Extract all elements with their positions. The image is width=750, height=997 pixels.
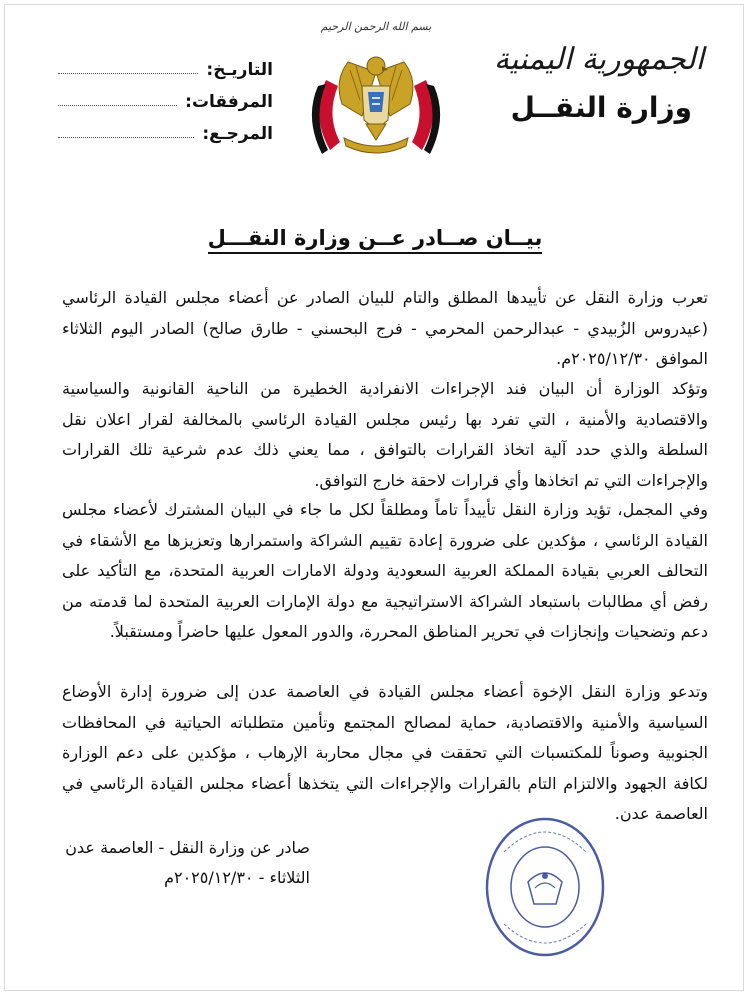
statement-title-text: بيــان صــادر عــن وزارة النقـــل <box>208 226 543 254</box>
basmala-text: بسم الله الرحمن الرحيم <box>320 20 432 33</box>
stamp-seal-icon <box>480 812 610 962</box>
date-label: التاريـخ: <box>206 60 273 80</box>
letterhead-meta <box>58 48 273 144</box>
paragraph-3: وفي المجمل، تؤيد وزارة النقل تأييداً تاماً ومطلقاً لكل ما جاء في البيان المشترك لأعضاء مجلس القيادة الرئاسي ، مؤكدين على ضرورة إعادة تقييم الشراكة واستمرارها وتعزيزها مع الأشقاء في التحالف العربي بقيادة المملكة العربية السعودية ودولة الامارات العربية المتحدة، مع التأكيد على رفض أي مطالبات باستبعاد الشراكة الاستراتيجية مع دولة الإمارات العربية المتحدة لما قدمته من دعم وتضحيات وإنجازات في تحرير المناطق المحررة، والدور المعول عليها حاضراً ومستقبلاً. <box>62 500 708 641</box>
reference-field <box>58 112 273 144</box>
date-field <box>58 48 273 80</box>
statement-title <box>0 226 750 250</box>
paragraph-4: وتدعو وزارة النقل الإخوة أعضاء مجلس القيادة في العاصمة عدن إلى ضرورة إدارة الأوضاع السياسية والأمنية والاقتصادية، حماية لمصالح المجتمع وتأمين متطلباته الحياتية في المحافظات الجنوبية وصوناً للمكتسبات التي تحققت في مجال محاربة الإرهاب ، مؤكدين على دعم الوزارة لكافة الجهود والالتزام التام بالقرارات والإجراءات التي يتخذها أعضاء مجلس القيادة الرئاسي في العاصمة عدن. <box>62 682 708 823</box>
eagle-emblem-icon <box>296 20 456 170</box>
paragraph-1: تعرب وزارة النقل عن تأييدها المطلق والتام للبيان الصادر عن أعضاء مجلس القيادة الرئاسي (عيدروس الزُبيدي - عبدالرحمن المحرمي - فرج البحسني - طارق صالح) الصادر اليوم الثلاثاء الموافق ٢٠٢٥/١٢/٣٠م. <box>62 288 708 368</box>
attachments-field <box>58 80 273 112</box>
attachments-line <box>58 104 177 106</box>
reference-line <box>58 136 194 138</box>
reference-label: المرجـع: <box>202 124 273 144</box>
date-line <box>58 72 198 74</box>
paragraph-2: وتؤكد الوزارة أن البيان فند الإجراءات الانفرادية الخطيرة من الناحية القانونية والسياسية والاقتصادية والأمنية ، التي تفرد بها رئيس مجلس القيادة الرئاسي بالمخالفة لقرار اعلان نقل السلطة والذي حدد آلية اتخاذ القرارات بالتوافق ، مما يعني ذلك عدم شرعية تلك القرارات والإجراءات التي تم اتخاذها وأي قرارات لاحقة خارج التوافق. <box>62 379 708 490</box>
attachments-label: المرفقات: <box>185 92 273 112</box>
republic-name: الجمهورية اليمنية <box>493 42 704 77</box>
ministry-stamp <box>480 812 610 962</box>
ministry-name: وزارة النقــل <box>510 91 692 124</box>
issuer-line: صادر عن وزارة النقل - العاصمة عدن <box>65 838 310 857</box>
yemen-emblem <box>296 20 456 170</box>
letterhead-right <box>494 40 704 130</box>
issue-date: الثلاثاء - ٢٠٢٥/١٢/٣٠م <box>164 868 310 887</box>
